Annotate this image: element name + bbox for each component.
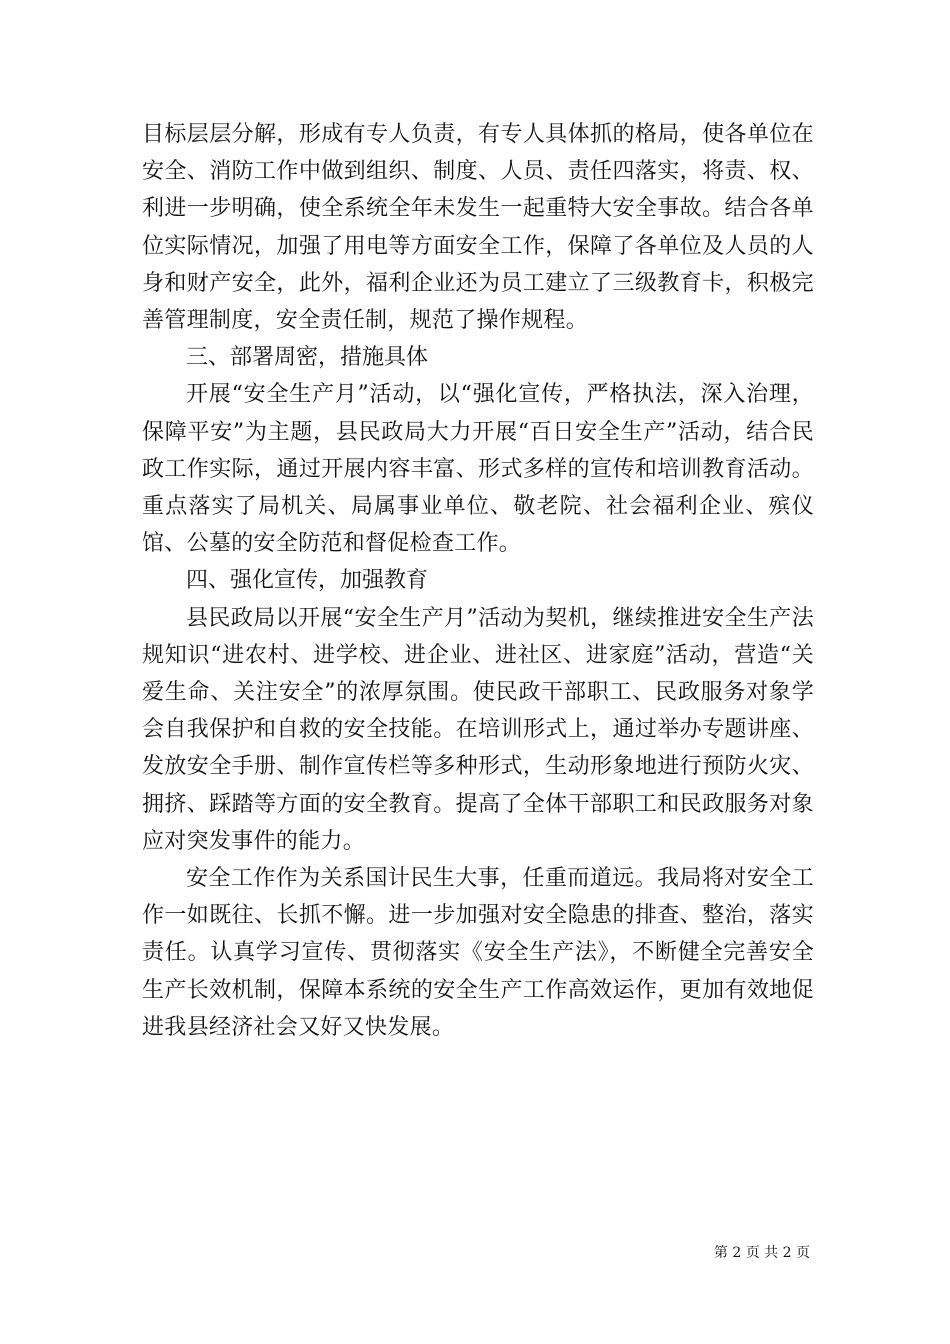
- section-heading-three: 三、部署周密，措施具体: [186, 345, 429, 371]
- paragraph-safety-month: 开展“安全生产月”活动，以“强化宣传，严格执法，深入治理，保障平安”为主题，县民政局大力开展“百日安全生产”活动，结合民政工作实际，通过开展内容丰富、形式多样的宣传和培训教育活动。重点落实了局机关、局属事业单位、敬老院、社会福利企业、殡仪馆、公墓的安全防范和督促检查工作。: [142, 382, 814, 557]
- paragraph-education: 县民政局以开展“安全生产月”活动为契机，继续推进安全生产法规知识“进农村、进学校、进企业、进社区、进家庭”活动，营造“关爱生命、关注安全”的浓厚氛围。使民政干部职工、民政服务对象学会自我保护和自救的安全技能。在培训形式上，通过举办专题讲座、发放安全手册、制作宣传栏等多种形式，生动形象地进行预防火灾、拥挤、踩踏等方面的安全教育。提高了全体干部职工和民政服务对象应对突发事件的能力。: [142, 605, 814, 854]
- paragraph-conclusion: 安全工作作为关系国计民生大事，任重而道远。我局将对安全工作一如既往、长抓不懈。进一步加强对安全隐患的排查、整治，落实责任。认真学习宣传、贯彻落实《安全生产法》，不断健全完善安全生产长效机制，保障本系统的安全生产工作高效运作，更加有效地促进我县经济社会又好又快发展。: [142, 866, 814, 1040]
- page-number-footer: 第 2 页 共 2 页: [713, 1245, 810, 1261]
- document-body: [142, 116, 814, 1046]
- paragraph-continuation: 目标层层分解，形成有专人负责，有专人具体抓的格局，使各单位在安全、消防工作中做到组织、制度、人员、责任四落实，将责、权、利进一步明确，使全系统全年未发生一起重特大安全事故。结合各单位实际情况，加强了用电等方面安全工作，保障了各单位及人员的人身和财产安全，此外，福利企业还为员工建立了三级教育卡，积极完善管理制度，安全责任制，规范了操作规程。: [142, 122, 814, 334]
- section-heading-four: 四、强化宣传，加强教育: [186, 568, 429, 594]
